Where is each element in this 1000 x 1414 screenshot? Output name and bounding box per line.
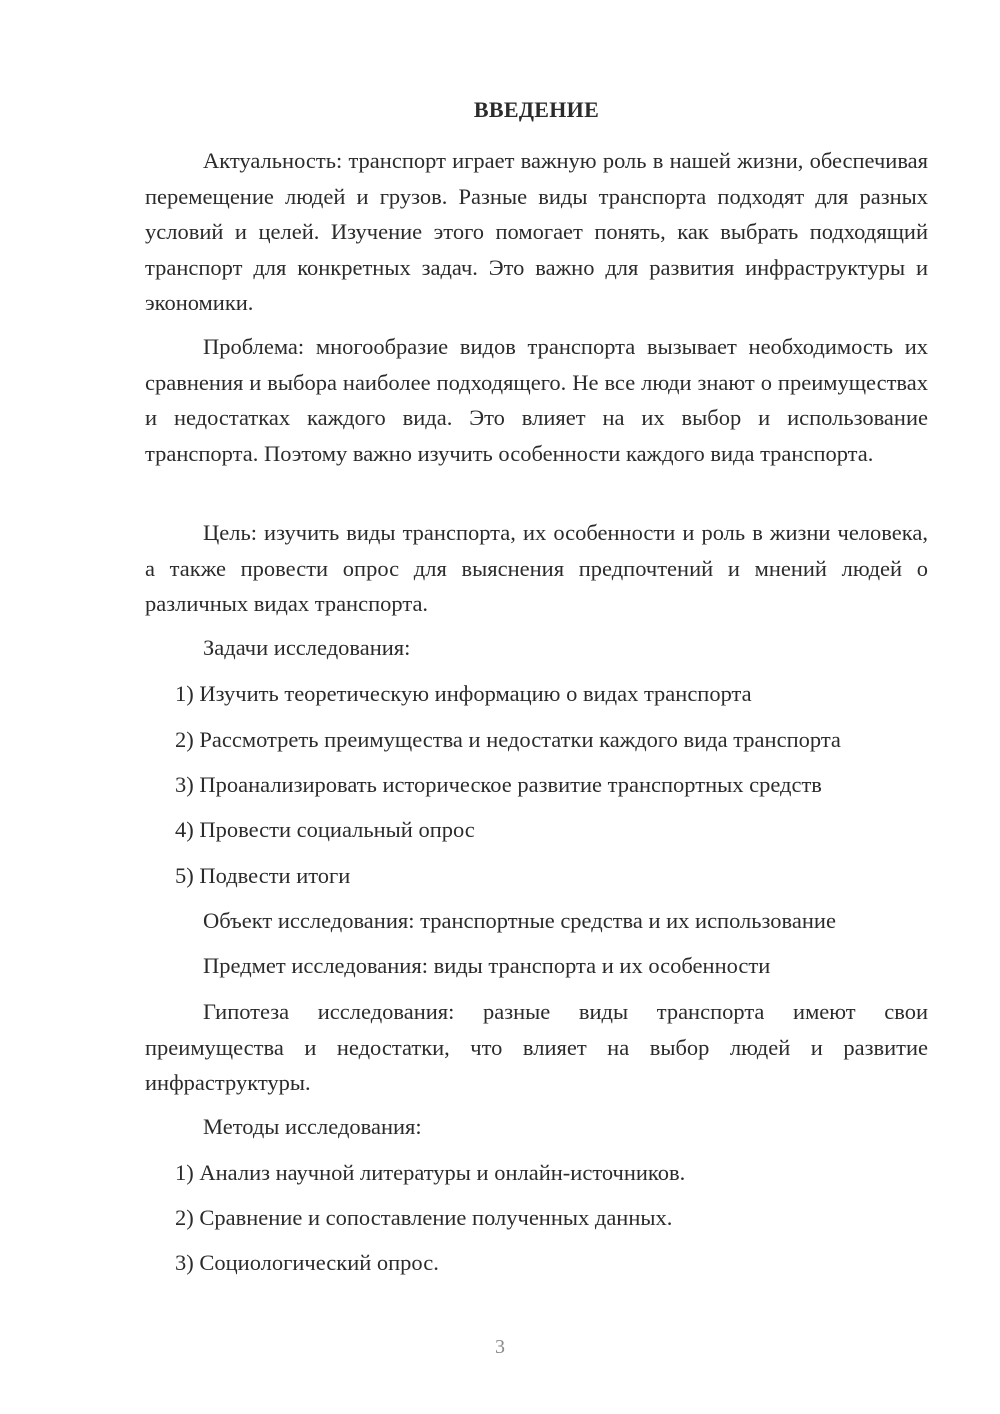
- task-item: 5) Подвести итоги: [175, 863, 351, 888]
- problem-paragraph: Проблема: многообразие видов транспорта вызывает необходимость их сравнения и выбора наиболее подходящего. Не все люди знают о преимуществах и недостатках каждого вида. Это влияет на их выбор и использование транспорта. Поэтому важно изучить особенности каждого вида транспорта.: [145, 334, 928, 466]
- research-subject: Предмет исследования: виды транспорта и их особенности: [203, 953, 771, 978]
- task-item: 3) Проанализировать историческое развитие транспортных средств: [175, 772, 822, 797]
- task-item: 1) Изучить теоретическую информацию о видах транспорта: [175, 681, 752, 706]
- task-item: 2) Рассмотреть преимущества и недостатки каждого вида транспорта: [175, 727, 841, 752]
- method-item: 1) Анализ научной литературы и онлайн-источников.: [175, 1160, 686, 1185]
- goal-paragraph: Цель: изучить виды транспорта, их особенности и роль в жизни человека, а также провести опрос для выяснения предпочтений и мнений людей о различных видах транспорта.: [145, 520, 928, 616]
- methods-label: Методы исследования:: [203, 1114, 422, 1139]
- method-item: 2) Сравнение и сопоставление полученных данных.: [175, 1205, 673, 1230]
- research-object: Объект исследования: транспортные средства и их использование: [203, 908, 836, 933]
- tasks-label: Задачи исследования:: [203, 635, 411, 660]
- relevance-paragraph: Актуальность: транспорт играет важную роль в нашей жизни, обеспечивая перемещение людей и грузов. Разные виды транспорта подходят для разных условий и целей. Изучение этого помогает понять, как выбрать подходящий транспорт для конкретных задач. Это важно для развития инфраструктуры и экономики.: [145, 148, 928, 315]
- page-number: 3: [495, 1336, 505, 1358]
- section-heading: ВВЕДЕНИЕ: [473, 97, 600, 122]
- hypothesis-paragraph: Гипотеза исследования: разные виды транспорта имеют свои преимущества и недостатки, что влияет на выбор людей и развитие инфраструктуры.: [145, 999, 928, 1095]
- method-item: 3) Социологический опрос.: [175, 1250, 439, 1275]
- task-item: 4) Провести социальный опрос: [175, 817, 475, 842]
